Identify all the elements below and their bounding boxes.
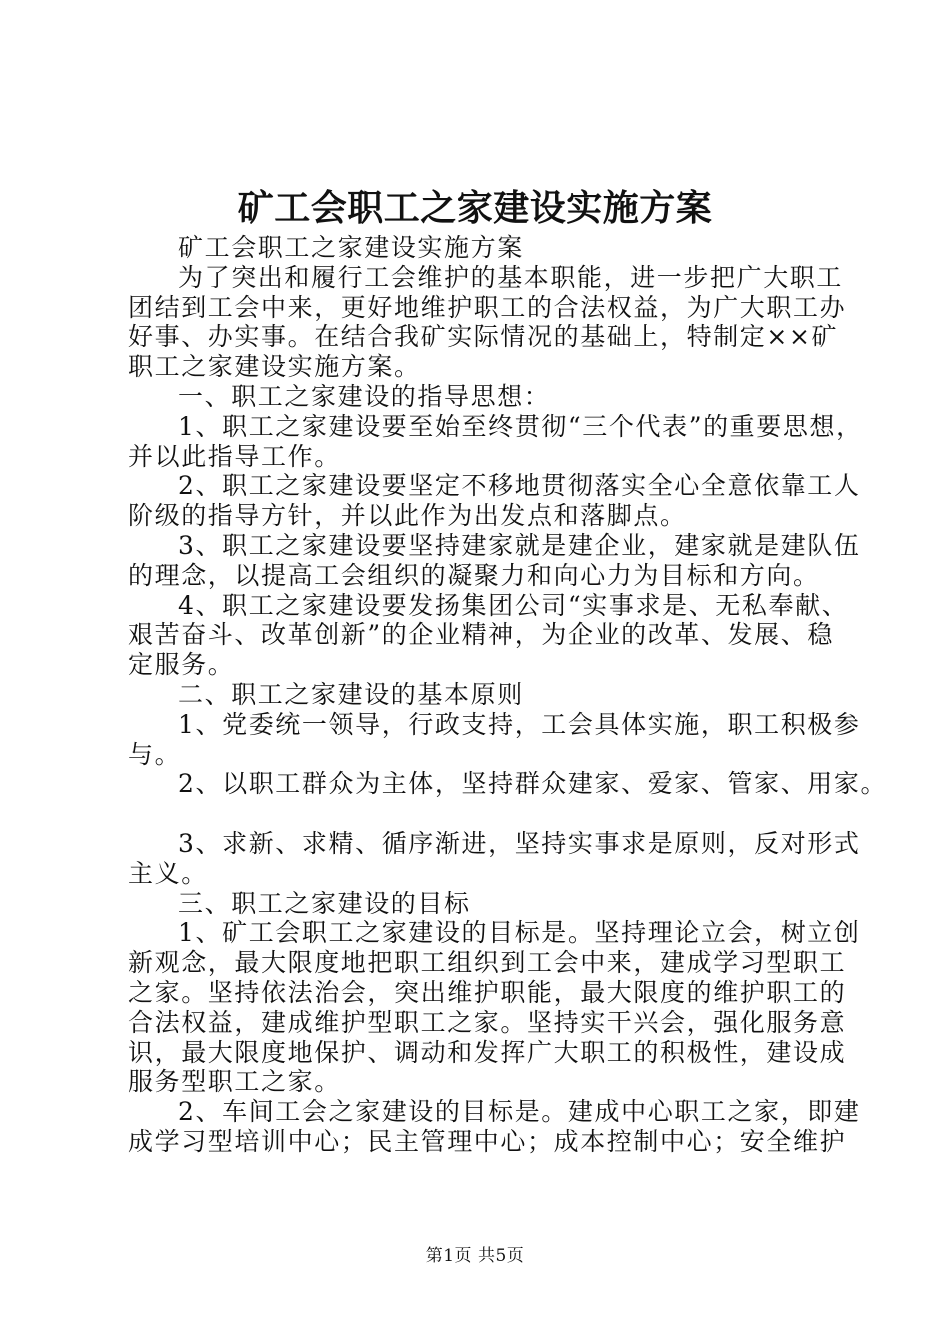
- body-line: 4、职工之家建设要发扬集团公司“实事求是、无私奉献、: [178, 590, 849, 620]
- body-line: 与。: [128, 739, 182, 769]
- body-line: 1、职工之家建设要至始至终贯彻“三个代表”的重要思想，: [178, 411, 863, 441]
- document-body: [128, 233, 888, 1157]
- body-line: 新观念，最大限度地把职工组织到工会中来，建成学习型职工: [128, 948, 847, 978]
- body-line: 1、党委统一领导，行政支持，工会具体实施，职工积极参: [178, 709, 861, 739]
- body-line: 2、职工之家建设要坚定不移地贯彻落实全心全意依靠工人: [178, 471, 861, 501]
- body-line: 2、以职工群众为主体，坚持群众建家、爱家、管家、用家。: [178, 769, 888, 799]
- body-line: 为了突出和履行工会维护的基本职能，进一步把广大职工: [178, 262, 844, 292]
- body-line: 好事、办实事。在结合我矿实际情况的基础上，特制定××矿: [128, 322, 839, 352]
- body-line: 职工之家建设实施方案。: [128, 352, 421, 382]
- body-line: 一、职工之家建设的指导思想：: [178, 381, 551, 411]
- page-footer: 第1页 共5页: [425, 1246, 525, 1266]
- body-line: 2、车间工会之家建设的目标是。建成中心职工之家，即建: [178, 1097, 861, 1127]
- body-line: 识，最大限度地保护、调动和发挥广大职工的积极性，建设成: [128, 1037, 847, 1067]
- body-line: 矿工会职工之家建设实施方案: [178, 233, 524, 262]
- body-line: 团结到工会中来，更好地维护职工的合法权益，为广大职工办: [128, 292, 847, 322]
- body-line: 阶级的指导方针，并以此作为出发点和落脚点。: [128, 501, 687, 531]
- body-line: 主义。: [128, 858, 208, 888]
- body-line: 并以此指导工作。: [128, 441, 341, 471]
- body-line: 合法权益，建成维护型职工之家。坚持实干兴会，强化服务意: [128, 1007, 847, 1037]
- body-line: 成学习型培训中心；民主管理中心；成本控制中心；安全维护: [128, 1126, 847, 1156]
- body-line: 服务型职工之家。: [128, 1067, 341, 1097]
- document-title: 矿工会职工之家建设实施方案: [237, 187, 713, 229]
- body-line: 的理念，以提高工会组织的凝聚力和向心力为目标和方向。: [128, 560, 820, 590]
- body-line: 之家。坚持依法治会，突出维护职能，最大限度的维护职工的: [128, 977, 847, 1007]
- body-line: 3、职工之家建设要坚持建家就是建企业，建家就是建队伍: [178, 530, 861, 560]
- body-line: 二、职工之家建设的基本原则: [178, 679, 524, 709]
- body-line: 3、求新、求精、循序渐进，坚持实事求是原则，反对形式: [178, 828, 861, 858]
- body-line: 艰苦奋斗、改革创新”的企业精神，为企业的改革、发展、稳: [128, 620, 834, 650]
- body-line: 1、矿工会职工之家建设的目标是。坚持理论立会，树立创: [178, 918, 861, 948]
- blank-line: [128, 799, 838, 829]
- body-line: 定服务。: [128, 650, 235, 680]
- body-line: 三、职工之家建设的目标: [178, 888, 471, 918]
